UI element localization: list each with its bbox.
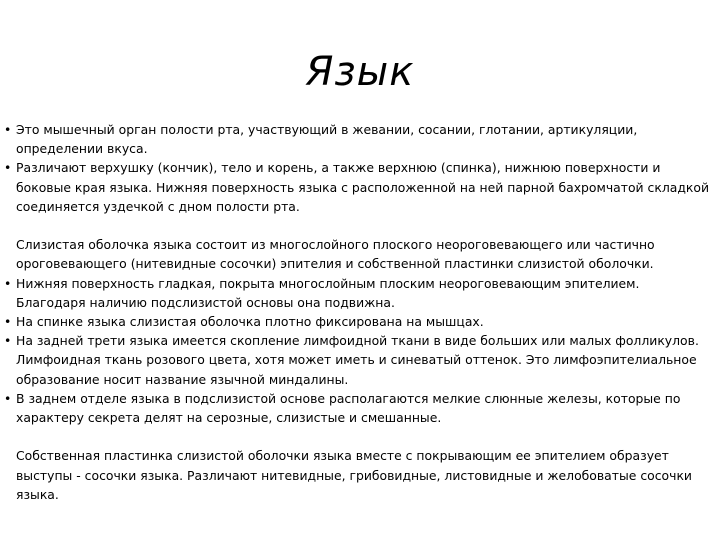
bullet-paragraph: • На задней трети языка имеется скопление лимфоидной ткани в виде больших или малых фолликулов. Лимфоидная ткань розового цвета, хотя может иметь и синеватый оттенок. Это лимфоэпителиальное образование носит название язычной миндалины. <box>4 331 710 389</box>
paragraph-spacer <box>4 216 710 235</box>
bullet-paragraph: • Различают верхушку (кончик), тело и корень, а также верхнюю (спинка), нижнюю поверхности и боковые края языка. Нижняя поверхность языка с расположенной на ней парной бахромчатой складкой соединяется уздечкой с дном полости рта. <box>4 158 710 216</box>
bullet-paragraph: • В заднем отделе языка в подслизистой основе располагаются мелкие слюнные железы, которые по характеру секрета делят на серозные, слизистые и смешанные. <box>4 389 710 427</box>
slide-title: Язык <box>305 49 415 95</box>
bullet-paragraph: • На спинке языка слизистая оболочка плотно фиксирована на мышцах. <box>4 312 710 331</box>
bullet-paragraph: • Нижняя поверхность гладкая, покрыта многослойным плоским неороговевающим эпителием. Благодаря наличию подслизистой основы она подвижна. <box>4 274 710 312</box>
plain-paragraph: Собственная пластинка слизистой оболочки языка вместе с покрывающим ее эпителием образует выступы - сосочки языка. Различают нитевидные, грибовидные, листовидные и желобоватые сосочки языка. <box>16 448 692 502</box>
plain-paragraph: Слизистая оболочка языка состоит из многослойного плоского неороговевающего или частично ороговевающего (нитевидные сосочки) эпителия и собственной пластинки слизистой оболочки. <box>16 237 655 272</box>
slide-body <box>4 120 710 504</box>
bullet-paragraph: • Это мышечный орган полости рта, участвующий в жевании, сосании, глотании, артикуляции, определении вкуса. <box>4 120 710 158</box>
paragraph-spacer <box>4 427 710 446</box>
